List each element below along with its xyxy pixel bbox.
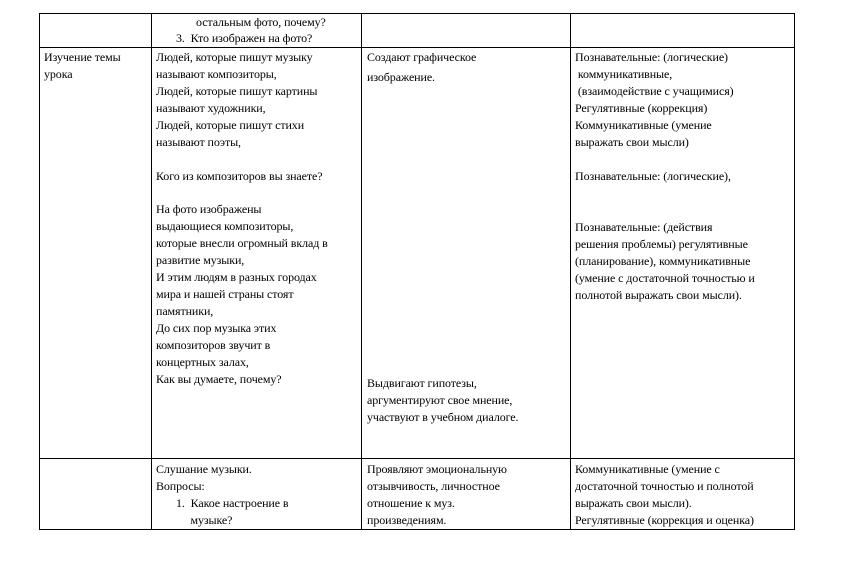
row1-col2-line: композиторов звучит в [156, 338, 271, 352]
row2-col4-line: Регулятивные (коррекция и оценка) [575, 513, 754, 527]
row1-col3-line: участвуют в учебном диалоге. [367, 410, 519, 424]
row2-col3-line: отношение к муз. [367, 496, 455, 510]
row2-col4-line: выражать свои мысли). [575, 496, 692, 510]
row0-line: 3. Кто изображен на фото? [176, 31, 313, 45]
row1-col2-line: мира и нашей страны стоят [156, 287, 294, 301]
row1-col4-line: решения проблемы) регулятивные [575, 237, 748, 251]
row1-col4-line: (планирование), коммуникативные [575, 254, 751, 268]
row1-col4-line: Познавательные: (логические) [575, 50, 728, 64]
row1-col3-line: Выдвигают гипотезы, [367, 376, 477, 390]
row1-col4-line: Регулятивные (коррекция) [575, 101, 708, 115]
row2-col2-line: музыке? [176, 513, 233, 527]
table-border-bottom [39, 529, 795, 530]
row2-col3-line: произведениям. [367, 513, 447, 527]
row2-col3-line: отзывчивость, личностное [367, 479, 500, 493]
row2-col3-line: Проявляют эмоциональную [367, 462, 507, 476]
row1-col4-line: выражать свои мысли) [575, 135, 689, 149]
row1-col2-line: Людей, которые пишут музыку [156, 50, 313, 64]
row1-col4-line: Коммуникативные (умение [575, 118, 712, 132]
row1-col2-line: Людей, которые пишут стихи [156, 118, 305, 132]
row1-col2-line: называют художники, [156, 101, 266, 115]
row1-col4-line: (умение с достаточной точностью и [575, 271, 755, 285]
row1-col2-line: И этим людям в разных городах [156, 270, 317, 284]
row-divider-2 [39, 458, 795, 459]
row1-col4-line: Познавательные: (действия [575, 220, 713, 234]
row1-col2-line: Кого из композиторов вы знаете? [156, 169, 323, 183]
row1-col2-line: памятники, [156, 304, 214, 318]
row2-col2-line: Слушание музыки. [156, 462, 252, 476]
row1-col3-line: Создают графическое [367, 50, 477, 64]
row1-col2-line: До сих пор музыка этих [156, 321, 277, 335]
col-divider-3 [570, 13, 571, 530]
row1-col4-line: Познавательные: (логические), [575, 169, 731, 183]
row2-col4-line: Коммуникативные (умение с [575, 462, 720, 476]
row1-col3-line: изображение. [367, 70, 435, 84]
row1-col3-line: аргументируют свое мнение, [367, 393, 513, 407]
row1-col4-line: полнотой выражать свои мысли). [575, 288, 742, 302]
row1-col2-line: концертных залах, [156, 355, 249, 369]
row1-col2-line: развитие музыки, [156, 253, 245, 267]
row1-col2-line: выдающиеся композиторы, [156, 219, 294, 233]
row0-line: остальным фото, почему? [196, 15, 326, 29]
row1-col2-line: которые внесли огромный вклад в [156, 236, 328, 250]
row1-col2-line: называют поэты, [156, 135, 241, 149]
row1-col4-line: коммуникативные, [575, 67, 673, 81]
row1-col2-line: Как вы думаете, почему? [156, 372, 282, 386]
row-divider-1 [39, 47, 795, 48]
row2-col4-line: достаточной точностью и полнотой [575, 479, 754, 493]
col-divider-1 [151, 13, 152, 530]
col-divider-2 [361, 13, 362, 530]
table-border-top [39, 13, 795, 14]
row1-col1-line: урока [44, 67, 73, 81]
row1-col2-line: называют композиторы, [156, 67, 277, 81]
row1-col4-line: (взаимодействие с учащимися) [575, 84, 734, 98]
row1-col1-line: Изучение темы [44, 50, 121, 64]
table-border-left [39, 13, 40, 530]
row1-col2-line: На фото изображены [156, 202, 262, 216]
row1-col2-line: Людей, которые пишут картины [156, 84, 318, 98]
table-border-right [794, 13, 795, 530]
row2-col2-line: 1. Какое настроение в [176, 496, 289, 510]
row2-col2-line: Вопросы: [156, 479, 205, 493]
